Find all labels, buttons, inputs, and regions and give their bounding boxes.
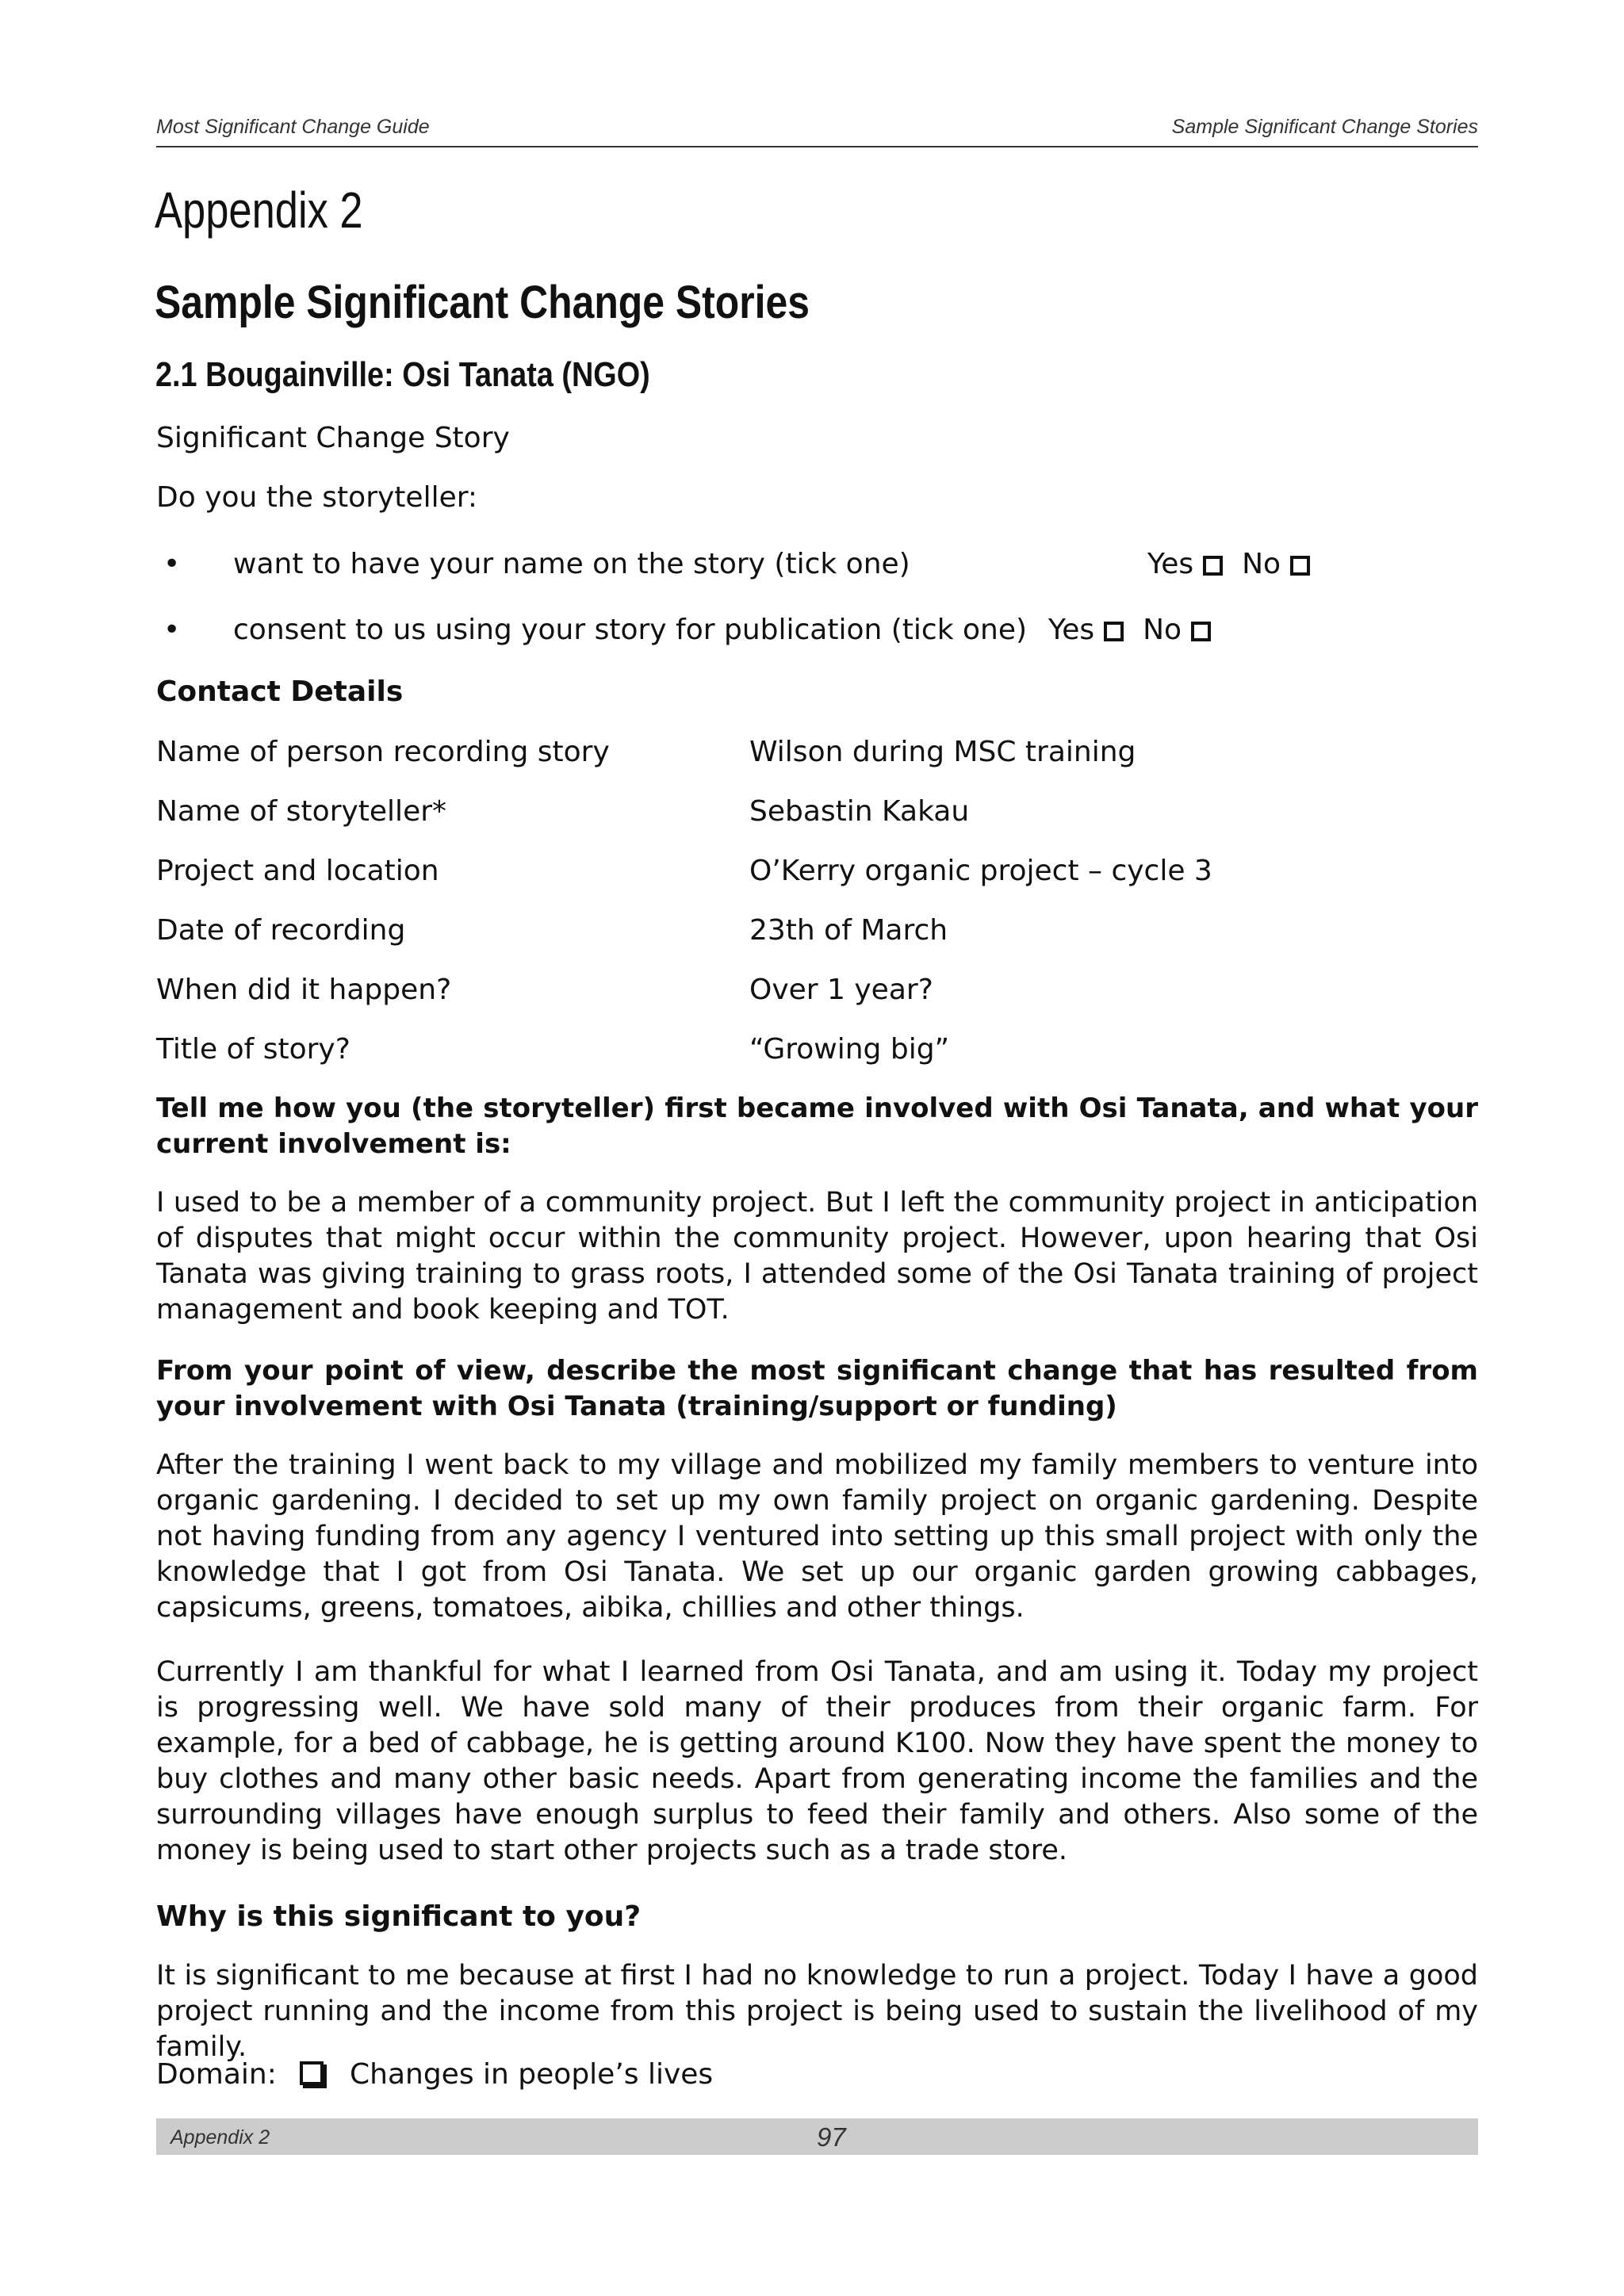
bullet-name-consent: want to have your name on the story (tick one) [233,548,910,580]
yes-checkbox[interactable] [1104,622,1124,641]
domain-label: Domain: [156,2058,277,2091]
contact-value: Wilson during MSC training [749,736,1136,768]
bullet-publication-consent: consent to us using your story for publication (tick one) [233,614,1028,646]
name-consent-options [1147,546,1329,582]
contact-label: When did it happen? [156,974,452,1006]
answer-significant-change-2: Currently I am thankful for what I learned from Osi Tanata, and am using it. Today my project is progressing well. We have sold many of their produces from their organic farm. For example, for a bed of cabbage, he is getting around K100. Now they have spent the money to buy clothes and many other basic needs. Apart from generating income the families and the surrounding villages have enough surplus to feed their family and others. Also some of the money is being used to start other projects such as a trade store. [156,1656,1478,1866]
question-involvement: Tell me how you (the storyteller) first became involved with Osi Tanata, and what your current involvement is: [156,1093,1478,1160]
page-title: Sample Significant Change Stories [155,277,810,328]
page-number: 97 [817,2122,846,2152]
no-label: No [1143,614,1182,646]
answer-why-significant: It is significant to me because at first I had no knowledge to run a project. Today I have a good project running and the income from this project is being used to sustain the livelihood of my family. [156,1960,1478,2063]
contact-value: 23th of March [749,914,948,947]
no-label: No [1242,548,1281,580]
contact-label: Title of story? [156,1033,350,1066]
contact-label: Project and location [156,855,439,887]
form-title: Significant Change Story [156,422,510,454]
contact-details-heading: Contact Details [156,675,404,708]
yes-checkbox[interactable] [1203,556,1223,576]
header-guide-title: Most Significant Change Guide [156,116,430,138]
domain-value: Changes in people’s lives [350,2058,714,2091]
bullet-marker: • [163,548,181,580]
answer-involvement: I used to be a member of a community project. But I left the community project in anticipation of disputes that might occur within the community project. However, upon hearing that Osi Tanata was giving training to grass roots, I attended some of the Osi Tanata training of project management and book keeping and TOT. [156,1187,1478,1326]
page-footer [156,2118,1478,2155]
publication-consent-options [1048,612,1230,648]
no-checkbox[interactable] [1191,622,1211,641]
contact-label: Date of recording [156,914,406,947]
question-significant-change: From your point of view, describe the most significant change that has resulted from your involvement with Osi Tanata (training/support or funding) [156,1355,1478,1422]
header-section-title: Sample Significant Change Stories [1171,116,1478,138]
appendix-heading: Appendix 2 [155,182,363,239]
question-why-significant: Why is this significant to you? [156,1900,642,1933]
section-heading: 2.1 Bougainville: Osi Tanata (NGO) [155,355,650,394]
domain-checkbox[interactable] [300,2061,324,2085]
contact-value: O’Kerry organic project – cycle 3 [749,855,1212,887]
contact-value: Over 1 year? [749,974,933,1006]
yes-label: Yes [1147,548,1194,580]
answer-significant-change-1: After the training I went back to my village and mobilized my family members to venture into organic gardening. I decided to set up my own family project on organic gardening. Despite not having funding from any agency I ventured into setting up this small project with only the knowledge that I got from Osi Tanata. We set up our organic garden growing cabbages, capsicums, greens, tomatoes, aibika, chillies and other things. [156,1449,1478,1624]
bullet-marker: • [163,614,181,646]
footer-appendix-label: Appendix 2 [170,2126,270,2149]
contact-label: Name of person recording story [156,736,610,768]
no-checkbox[interactable] [1290,556,1310,576]
contact-value: Sebastin Kakau [749,795,970,828]
yes-label: Yes [1048,614,1095,646]
contact-value: “Growing big” [749,1033,950,1066]
contact-label: Name of storyteller* [156,795,447,828]
running-header [156,116,1478,147]
question-intro: Do you the storyteller: [156,481,478,514]
